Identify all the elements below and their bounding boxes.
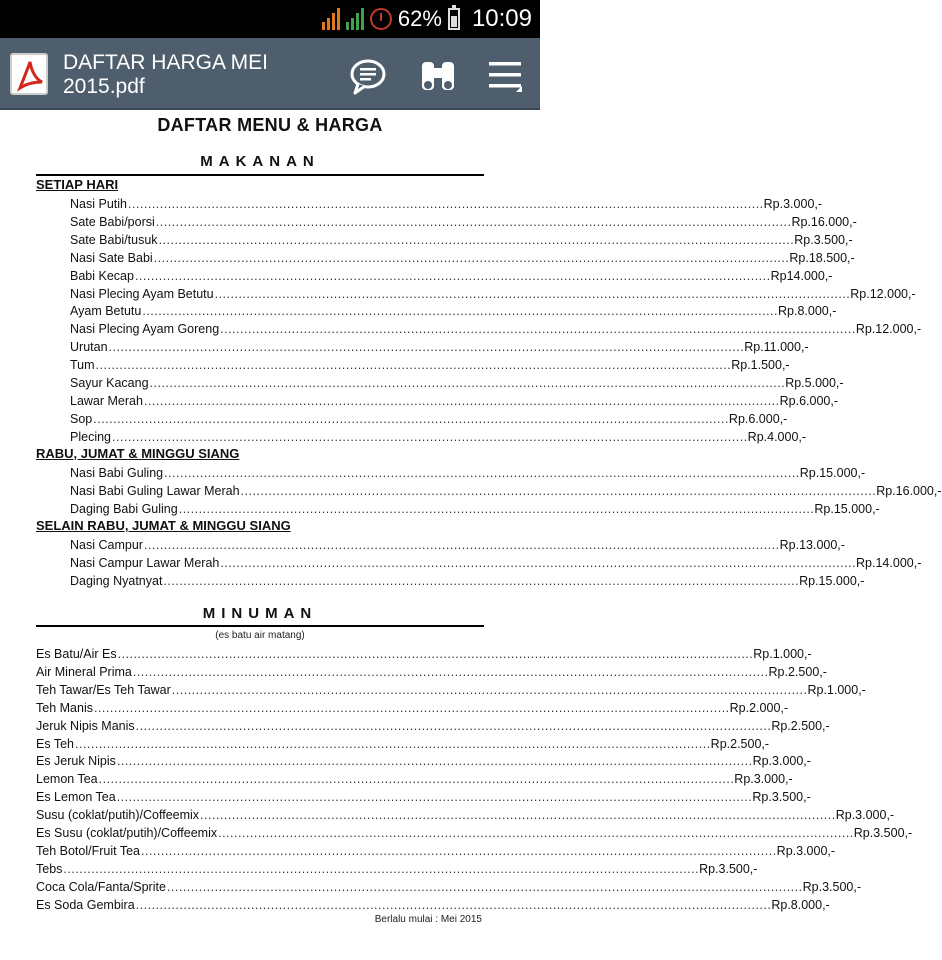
item-price: 16.000,- bbox=[810, 214, 857, 229]
page-title: DAFTAR MENU & HARGA bbox=[157, 115, 383, 135]
item-name: Sate Babi/tusuk bbox=[70, 232, 158, 247]
menu-item-row bbox=[70, 536, 845, 554]
validity-note: Berlalu mulai : Mei 2015 bbox=[374, 914, 482, 925]
item-name: Tum bbox=[70, 358, 95, 373]
item-name: Coca Cola/Fanta/Sprite bbox=[36, 879, 166, 894]
item-price: 15.000,- bbox=[833, 501, 880, 516]
item-currency: Rp. bbox=[752, 754, 773, 769]
divider bbox=[36, 174, 484, 176]
menu-item-row bbox=[36, 770, 793, 788]
menu-item-row bbox=[36, 735, 770, 753]
item-name: Ayam Betutu bbox=[70, 304, 142, 319]
menu-item-row bbox=[70, 500, 880, 518]
menu-item-row bbox=[70, 374, 844, 392]
item-currency: Rp. bbox=[779, 538, 800, 552]
item-currency: Rp. bbox=[802, 879, 823, 894]
item-name: Es Soda Gembira bbox=[36, 897, 135, 912]
group-heading: RABU, JUMAT & MINGGU SIANG bbox=[36, 446, 240, 461]
menu-item-row bbox=[70, 356, 790, 374]
menu-item-row bbox=[36, 896, 830, 914]
item-currency: Rp. bbox=[835, 808, 856, 823]
document-title: DAFTAR HARGA MEI 2015.pdf bbox=[63, 51, 268, 98]
status-bar bbox=[0, 0, 540, 38]
item-name: Lawar Merah bbox=[70, 393, 143, 408]
item-name: Nasi Putih bbox=[70, 197, 127, 211]
dot-leader: ................................................................................................................................................................ bbox=[75, 736, 711, 751]
item-price: 18.500,- bbox=[808, 250, 855, 265]
makanan-heading: MAKANAN bbox=[200, 153, 320, 170]
signal-icon bbox=[322, 8, 340, 30]
item-currency: Rp. bbox=[853, 826, 874, 840]
item-currency: Rp. bbox=[710, 736, 731, 751]
item-currency: Rp. bbox=[776, 843, 797, 858]
dot-leader: ................................................................................................................................................................ bbox=[200, 808, 836, 823]
dot-leader: ................................................................................................................................................................ bbox=[171, 682, 808, 697]
item-name: Es Jeruk Nipis bbox=[36, 754, 116, 769]
item-currency: Rp. bbox=[752, 790, 772, 805]
menu-item-row bbox=[70, 267, 833, 285]
item-currency: Rp. bbox=[850, 286, 870, 301]
clock: 10:09 bbox=[471, 5, 532, 32]
item-currency: Rp. bbox=[779, 393, 800, 408]
group-heading: SELAIN RABU, JUMAT & MINGGU SIANG bbox=[36, 518, 291, 533]
item-name: Teh Tawar/Es Teh Tawar bbox=[36, 682, 171, 697]
item-name: Babi Kecap bbox=[70, 268, 134, 283]
item-currency: Rp. bbox=[768, 664, 788, 679]
dot-leader: ................................................................................................................................................................ bbox=[143, 393, 780, 408]
item-price: 3.500,- bbox=[718, 861, 758, 876]
item-currency: Rp. bbox=[778, 304, 798, 319]
item-currency: Rp. bbox=[856, 555, 876, 570]
menu-item-row bbox=[70, 231, 853, 249]
item-price: 3.000,- bbox=[855, 808, 895, 823]
menu-item-row bbox=[70, 338, 809, 356]
item-price: 6.000,- bbox=[799, 393, 838, 408]
item-name: Es Susu (coklat/putih)/Coffeemix bbox=[36, 826, 218, 840]
item-currency: Rp. bbox=[747, 429, 768, 444]
menu-item-row bbox=[70, 213, 857, 231]
menu-item-row bbox=[36, 842, 836, 860]
dot-leader: ................................................................................................................................................................ bbox=[108, 340, 745, 355]
menu-item-row bbox=[36, 752, 811, 770]
item-price: 3.500,- bbox=[822, 879, 861, 894]
item-currency: Rp. bbox=[791, 214, 811, 229]
dot-leader: ................................................................................................................................................................ bbox=[143, 538, 780, 552]
item-name: Es Batu/Air Es bbox=[36, 647, 117, 661]
item-name: Jeruk Nipis Manis bbox=[36, 718, 135, 733]
item-name: Lemon Tea bbox=[36, 772, 98, 787]
item-price: 1.000,- bbox=[826, 682, 866, 697]
dot-leader: ................................................................................................................................................................ bbox=[112, 429, 748, 444]
item-currency: Rp. bbox=[799, 466, 820, 480]
dot-leader: ................................................................................................................................................................ bbox=[141, 843, 777, 858]
menu-item-row bbox=[36, 806, 895, 824]
item-name: Nasi Plecing Ayam Goreng bbox=[70, 322, 220, 337]
dot-leader: ................................................................................................................................................................ bbox=[240, 483, 877, 498]
dot-leader: ................................................................................................................................................................ bbox=[178, 501, 815, 516]
item-currency: Rp. bbox=[763, 197, 784, 211]
dot-leader: ................................................................................................................................................................ bbox=[220, 322, 856, 337]
item-price: 11.000,- bbox=[763, 340, 809, 355]
menu-item-row bbox=[70, 410, 788, 428]
item-currency: Rp. bbox=[799, 573, 819, 588]
menu-item-row bbox=[70, 464, 866, 482]
item-price: 8.000,- bbox=[790, 897, 830, 912]
item-currency: Rp. bbox=[699, 861, 719, 876]
dot-leader: ................................................................................................................................................................ bbox=[95, 358, 732, 373]
item-price: 15.000,- bbox=[818, 573, 865, 588]
item-currency: Rp. bbox=[807, 682, 827, 697]
minuman-heading: MINUMAN bbox=[202, 605, 318, 622]
item-currency: Rp. bbox=[728, 411, 749, 426]
dot-leader: ................................................................................................................................................................ bbox=[127, 197, 764, 211]
item-currency: Rp. bbox=[855, 322, 876, 337]
item-name: Urutan bbox=[70, 340, 108, 355]
dot-leader: ................................................................................................................................................................ bbox=[142, 304, 779, 319]
item-name: Nasi Babi Guling Lawar Merah bbox=[70, 483, 240, 498]
item-name: Nasi Campur Lawar Merah bbox=[70, 555, 220, 570]
item-price: 2.500,- bbox=[790, 718, 830, 733]
item-currency: Rp. bbox=[794, 232, 814, 247]
dot-leader: ................................................................................................................................................................ bbox=[163, 573, 800, 588]
menu-item-row bbox=[36, 699, 789, 717]
item-currency: Rp. bbox=[814, 501, 834, 516]
menu-item-row bbox=[70, 554, 922, 572]
dot-leader: ................................................................................................................................................................ bbox=[117, 647, 754, 661]
item-price: 13.000,- bbox=[799, 538, 845, 552]
dot-leader: ................................................................................................................................................................ bbox=[132, 664, 769, 679]
item-currency: Rp. bbox=[731, 358, 751, 373]
item-name: Sate Babi/porsi bbox=[70, 214, 155, 229]
dot-leader: ................................................................................................................................................................ bbox=[218, 826, 854, 840]
dot-leader: ................................................................................................................................................................ bbox=[93, 700, 730, 715]
item-name: Nasi Babi Guling bbox=[70, 466, 164, 480]
menu-item-row bbox=[70, 195, 823, 213]
item-name: Daging Babi Guling bbox=[70, 501, 178, 516]
dot-leader: ................................................................................................................................................................ bbox=[155, 214, 792, 229]
item-name: Nasi Plecing Ayam Betutu bbox=[70, 286, 214, 301]
item-price: 2.000,- bbox=[749, 700, 789, 715]
dot-leader: ................................................................................................................................................................ bbox=[153, 250, 790, 265]
dot-leader: ................................................................................................................................................................ bbox=[135, 897, 772, 912]
alarm-icon bbox=[370, 8, 392, 30]
menu-item-row bbox=[36, 645, 812, 663]
menu-item-row bbox=[70, 249, 855, 267]
dot-leader: ................................................................................................................................................................ bbox=[149, 376, 786, 390]
dot-leader: ................................................................................................................................................................ bbox=[166, 879, 803, 894]
signal-icon bbox=[346, 8, 364, 30]
item-name: Daging Nyatnyat bbox=[70, 573, 163, 588]
item-price: 3.500,- bbox=[771, 790, 811, 805]
item-currency: Rp. bbox=[789, 250, 809, 265]
item-price: 2.500,- bbox=[730, 736, 770, 751]
dot-leader: ................................................................................................................................................................ bbox=[214, 286, 851, 301]
item-price: 8.000,- bbox=[797, 304, 837, 319]
dot-leader: ................................................................................................................................................................ bbox=[98, 772, 735, 787]
item-price: 12.000,- bbox=[875, 322, 922, 337]
item-currency: Rp. bbox=[785, 376, 805, 390]
dot-leader: ................................................................................................................................................................ bbox=[116, 754, 753, 769]
item-name: Teh Botol/Fruit Tea bbox=[36, 843, 140, 858]
item-price: 12.000,- bbox=[869, 286, 916, 301]
item-price: 14.000,- bbox=[875, 555, 922, 570]
battery-icon bbox=[448, 8, 460, 30]
menu-item-row bbox=[36, 663, 827, 681]
item-price: 2.500,- bbox=[787, 664, 827, 679]
menu-item-row bbox=[36, 878, 861, 896]
item-name: Susu (coklat/putih)/Coffeemix bbox=[36, 808, 200, 823]
drinks-note: (es batu air matang) bbox=[215, 630, 305, 641]
item-price: 3.000,- bbox=[772, 754, 811, 769]
item-price: 5.000,- bbox=[804, 376, 844, 390]
item-currency: Rp. bbox=[771, 718, 791, 733]
item-price: 6.000,- bbox=[748, 411, 788, 426]
dot-leader: ................................................................................................................................................................ bbox=[93, 411, 729, 426]
item-name: Es Lemon Tea bbox=[36, 790, 116, 805]
pdf-page[interactable] bbox=[0, 110, 942, 960]
item-price: 16.000,- bbox=[895, 483, 942, 498]
item-name: Plecing bbox=[70, 429, 111, 444]
menu-item-row bbox=[70, 302, 837, 320]
item-currency: Rp. bbox=[771, 897, 791, 912]
item-name: Es Teh bbox=[36, 736, 74, 751]
dot-leader: ................................................................................................................................................................ bbox=[164, 466, 800, 480]
item-price: 15.000,- bbox=[819, 466, 866, 480]
pdf-icon bbox=[10, 53, 48, 95]
menu-item-row bbox=[36, 681, 866, 699]
dot-leader: ................................................................................................................................................................ bbox=[220, 555, 857, 570]
menu-icon[interactable] bbox=[486, 56, 526, 96]
item-name: Nasi Campur bbox=[70, 538, 143, 552]
item-price: 3.500,- bbox=[873, 826, 913, 840]
menu-item-row bbox=[36, 824, 913, 842]
menu-item-row bbox=[70, 572, 865, 590]
menu-item-row bbox=[70, 482, 942, 500]
item-name: Sayur Kacang bbox=[70, 376, 149, 390]
menu-item-row bbox=[70, 428, 807, 446]
menu-item-row bbox=[36, 860, 758, 878]
item-currency: Rp. bbox=[729, 700, 750, 715]
item-price: 3.000,- bbox=[753, 772, 793, 787]
dot-leader: ................................................................................................................................................................ bbox=[158, 232, 795, 247]
item-currency: Rp. bbox=[876, 483, 896, 498]
item-name: Sop bbox=[70, 411, 93, 426]
divider bbox=[36, 625, 484, 627]
dot-leader: ................................................................................................................................................................ bbox=[134, 268, 771, 283]
menu-item-row bbox=[36, 717, 830, 735]
menu-item-row bbox=[70, 392, 838, 410]
group-heading: SETIAP HARI bbox=[36, 177, 119, 192]
menu-item-row bbox=[70, 320, 922, 338]
item-price: 3.000,- bbox=[796, 843, 836, 858]
item-name: Tebs bbox=[36, 861, 63, 876]
menu-item-row bbox=[36, 788, 811, 806]
item-price: 1.500,- bbox=[750, 358, 790, 373]
dot-leader: ................................................................................................................................................................ bbox=[135, 718, 772, 733]
item-name: Teh Manis bbox=[36, 700, 93, 715]
find-binoculars-icon[interactable] bbox=[418, 56, 458, 96]
item-currency: Rp. bbox=[744, 340, 764, 355]
battery-percent: 62% bbox=[397, 6, 442, 31]
item-price: 1.000,- bbox=[772, 647, 812, 661]
item-price: 3.500,- bbox=[813, 232, 853, 247]
dot-leader: ................................................................................................................................................................ bbox=[116, 790, 753, 805]
item-price: 14.000,- bbox=[786, 268, 833, 283]
item-price: 3.000,- bbox=[783, 197, 823, 211]
menu-item-row bbox=[70, 285, 916, 303]
item-currency: Rp. bbox=[734, 772, 754, 787]
dot-leader: ................................................................................................................................................................ bbox=[63, 861, 700, 876]
item-currency: Rp bbox=[770, 268, 787, 283]
app-bar bbox=[0, 38, 540, 110]
item-name: Nasi Sate Babi bbox=[70, 250, 153, 265]
item-price: 4.000,- bbox=[767, 429, 807, 444]
comment-icon[interactable] bbox=[348, 56, 388, 96]
item-name: Air Mineral Prima bbox=[36, 664, 132, 679]
item-currency: Rp. bbox=[753, 647, 773, 661]
